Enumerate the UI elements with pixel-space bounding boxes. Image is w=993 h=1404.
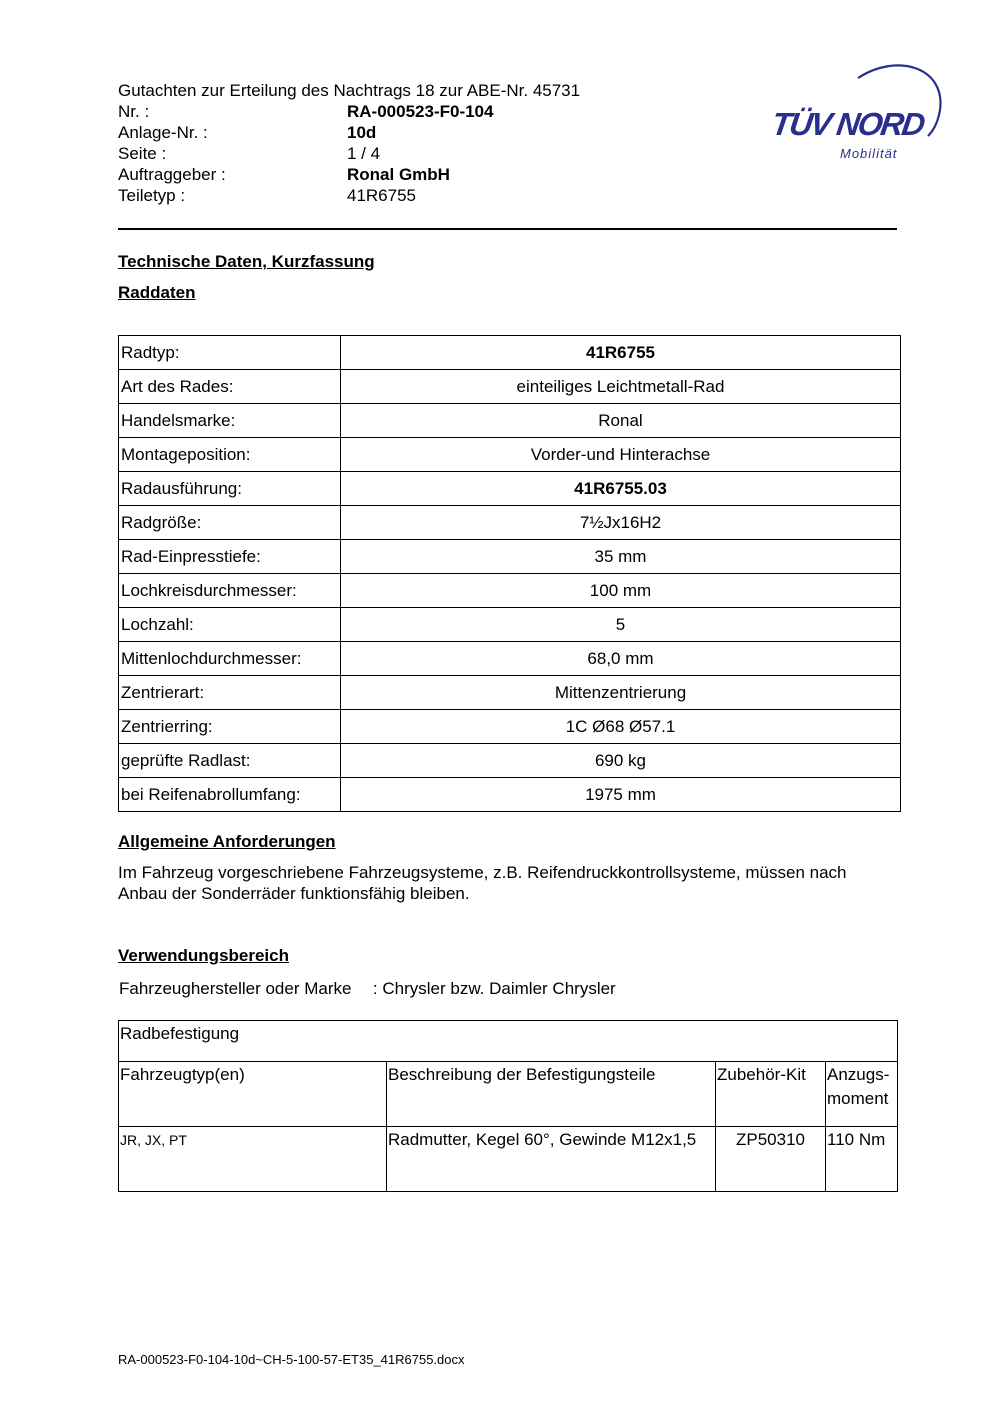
header-row-teiletyp: [118, 185, 678, 206]
table-row: [119, 642, 901, 676]
cell-description: Radmutter, Kegel 60°, Gewinde M12x1,5: [387, 1127, 716, 1192]
row-value: 100 mm: [341, 574, 901, 608]
header-description: Beschreibung der Befestigungsteile: [387, 1062, 716, 1127]
mounting-table: [118, 1020, 898, 1192]
header-value: Ronal GmbH: [347, 165, 450, 184]
table-row: [119, 744, 901, 778]
table-row: [119, 336, 901, 370]
header-row-anlage: [118, 122, 678, 143]
section-subheading-raddaten: Raddaten: [118, 283, 196, 302]
table-header-row: [119, 1062, 898, 1127]
table-row: [119, 472, 901, 506]
row-key: Zentrierring:: [119, 710, 341, 744]
table-row: [119, 710, 901, 744]
row-key: Mittenlochdurchmesser:: [119, 642, 341, 676]
row-value: 690 kg: [341, 744, 901, 778]
table-row: [119, 540, 901, 574]
manufacturer-label: Fahrzeughersteller oder Marke: [119, 979, 352, 998]
tuv-nord-logo: [768, 60, 948, 170]
manufacturer-separator: :: [372, 979, 378, 998]
table-row: [119, 574, 901, 608]
header-torque: [826, 1062, 898, 1127]
header-torque-line1: Anzugs-: [827, 1065, 890, 1084]
header-row-nr: [118, 101, 678, 122]
document-filename: RA-000523-F0-104-10d~CH-5-100-57-ET35_41R6755.docx: [118, 1352, 465, 1367]
section-heading-requirements: Allgemeine Anforderungen: [118, 832, 336, 851]
row-value: 41R6755: [341, 336, 901, 370]
report-title: Gutachten zur Erteilung des Nachtrags 18 zur ABE-Nr. 45731: [118, 81, 581, 100]
logo-brand: TÜV NORD: [769, 106, 926, 142]
row-key: Lochzahl:: [119, 608, 341, 642]
table-row: [119, 370, 901, 404]
cell-vehicle-types: JR, JX, PT: [119, 1127, 387, 1192]
row-key: Zentrierart:: [119, 676, 341, 710]
row-key: bei Reifenabrollumfang:: [119, 778, 341, 812]
row-key: geprüfte Radlast:: [119, 744, 341, 778]
header-divider: [118, 228, 897, 230]
header-value: 10d: [347, 123, 377, 142]
table-row: [119, 608, 901, 642]
header-label: Anlage-Nr. :: [118, 123, 208, 142]
header-row-auftraggeber: [118, 164, 678, 185]
table-row: [119, 438, 901, 472]
row-value: 7½Jx16H2: [341, 506, 901, 540]
logo-subtitle: Mobilität: [840, 146, 898, 161]
row-key: Montageposition:: [119, 438, 341, 472]
table-caption-row: [119, 1021, 898, 1062]
cell-torque: 110 Nm: [826, 1127, 898, 1192]
row-key: Lochkreisdurchmesser:: [119, 574, 341, 608]
table-row: [119, 778, 901, 812]
header-torque-line2: moment: [827, 1089, 889, 1108]
row-value: 35 mm: [341, 540, 901, 574]
row-key: Art des Rades:: [119, 370, 341, 404]
header-label: Auftraggeber :: [118, 165, 226, 184]
requirements-text: Im Fahrzeug vorgeschriebene Fahrzeugsysteme, z.B. Reifendruckkontrollsysteme, müssen nach Anbau der Sonderräder funktionsfähig bleiben.: [118, 863, 847, 903]
row-value: einteiliges Leichtmetall-Rad: [341, 370, 901, 404]
section-heading-usage: Verwendungsbereich: [118, 946, 289, 965]
header-label: Teiletyp :: [118, 186, 186, 205]
table-row: [119, 506, 901, 540]
header-label: Seite :: [118, 144, 167, 163]
row-key: Handelsmarke:: [119, 404, 341, 438]
cell-kit: ZP50310: [716, 1127, 826, 1192]
row-value: Vorder-und Hinterachse: [341, 438, 901, 472]
row-key: Radgröße:: [119, 506, 341, 540]
row-value: 68,0 mm: [341, 642, 901, 676]
row-value: Mittenzentrierung: [341, 676, 901, 710]
section-heading-technical: Technische Daten, Kurzfassung: [118, 252, 375, 271]
header-label: Nr. :: [118, 102, 150, 121]
row-key: Radausführung:: [119, 472, 341, 506]
header-value: RA-000523-F0-104: [347, 102, 494, 121]
header-row-seite: [118, 143, 678, 164]
header-kit: Zubehör-Kit: [716, 1062, 826, 1127]
row-value: 41R6755.03: [341, 472, 901, 506]
row-value: Ronal: [341, 404, 901, 438]
header-value: 1 / 4: [347, 144, 381, 163]
row-value: 1C Ø68 Ø57.1: [341, 710, 901, 744]
header-vehicle-types: Fahrzeugtyp(en): [119, 1062, 387, 1127]
header-value: 41R6755: [347, 186, 417, 205]
row-key: Radtyp:: [119, 336, 341, 370]
row-value: 5: [341, 608, 901, 642]
wheel-data-table: [118, 335, 901, 812]
table-caption: Radbefestigung: [119, 1021, 898, 1062]
row-key: Rad-Einpresstiefe:: [119, 540, 341, 574]
manufacturer-value: Chrysler bzw. Daimler Chrysler: [382, 979, 616, 998]
manufacturer-line: [119, 979, 616, 999]
table-row: [119, 676, 901, 710]
row-value: 1975 mm: [341, 778, 901, 812]
table-row: [119, 1127, 898, 1192]
table-row: [119, 404, 901, 438]
